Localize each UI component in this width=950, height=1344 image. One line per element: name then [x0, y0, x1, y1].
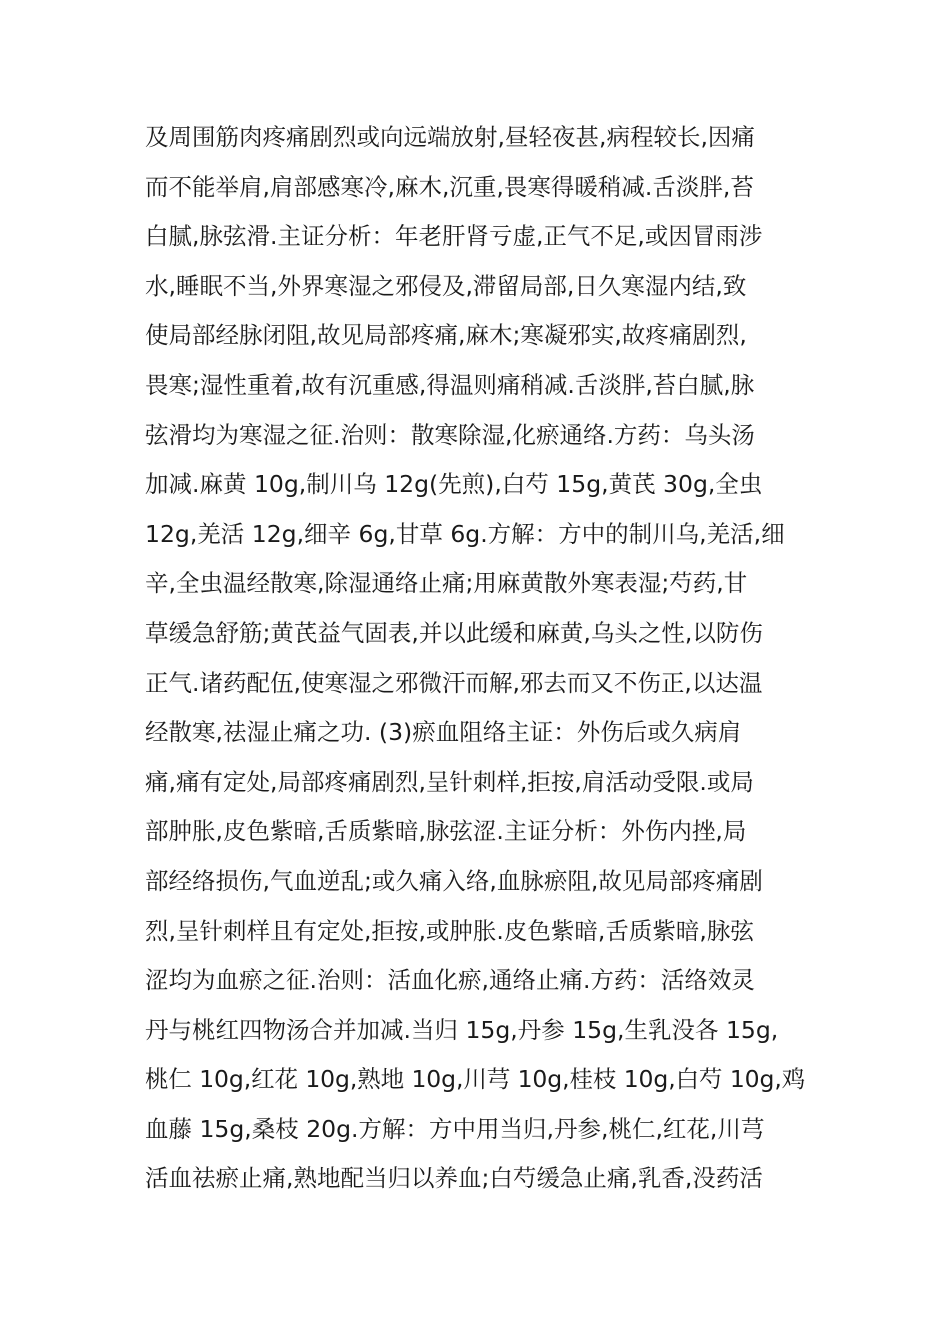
text-line-14: 痛,痛有定处,局部疼痛剧烈,呈针刺样,拒按,肩活动受限.或局	[145, 767, 754, 796]
text-line-21: 血藤 15g,桑枝 20g.方解：方中用当归,丹参,桃仁,红花,川芎	[145, 1114, 765, 1143]
text-line-8: 加减.麻黄 10g,制川乌 12g(先煎),白芍 15g,黄芪 30g,全虫	[145, 470, 763, 499]
document-body	[145, 113, 805, 1204]
text-line-3: 白腻,脉弦滑.主证分析：年老肝肾亏虚,正气不足,或因冒雨涉	[145, 222, 763, 251]
text-line-11: 草缓急舒筋;黄芪益气固表,并以此缓和麻黄,乌头之性,以防伤	[145, 618, 763, 647]
text-line-1: 及周围筋肉疼痛剧烈或向远端放射,昼轻夜甚,病程较长,因痛	[145, 123, 755, 151]
text-line-10: 辛,全虫温经散寒,除湿通络止痛;用麻黄散外寒表湿;芍药,甘	[145, 569, 748, 598]
text-line-2: 而不能举肩,肩部感寒冷,麻木,沉重,畏寒得暖稍减.舌淡胖,苔	[145, 172, 754, 201]
text-line-17: 烈,呈针刺样且有定处,拒按,或肿胀.皮色紫暗,舌质紫暗,脉弦	[145, 916, 754, 945]
text-line-19: 丹与桃红四物汤合并加减.当归 15g,丹参 15g,生乳没各 15g,	[145, 1015, 779, 1044]
text-line-20: 桃仁 10g,红花 10g,熟地 10g,川芎 10g,桂枝 10g,白芍 10g,鸡	[145, 1065, 806, 1094]
text-line-6: 畏寒;湿性重着,故有沉重感,得温则痛稍减.舌淡胖,苔白腻,脉	[145, 370, 755, 399]
text-line-16: 部经络损伤,气血逆乱;或久痛入络,血脉瘀阻,故见局部疼痛剧	[145, 866, 763, 895]
text-line-5: 使局部经脉闭阻,故见局部疼痛,麻木;寒凝邪实,故疼痛剧烈,	[145, 321, 747, 350]
text-line-18: 涩均为血瘀之征.治则：活血化瘀,通络止痛.方药：活络效灵	[145, 966, 755, 995]
text-line-7: 弦滑均为寒湿之征.治则：散寒除湿,化瘀通络.方药：乌头汤	[145, 420, 755, 449]
text-line-4: 水,睡眠不当,外界寒湿之邪侵及,滞留局部,日久寒湿内结,致	[145, 271, 747, 300]
text-line-9: 12g,羌活 12g,细辛 6g,甘草 6g.方解：方中的制川乌,羌活,细	[145, 519, 785, 548]
text-line-22: 活血祛瘀止痛,熟地配当归以养血;白芍缓急止痛,乳香,没药活	[145, 1164, 763, 1193]
text-line-15: 部肿胀,皮色紫暗,舌质紫暗,脉弦涩.主证分析：外伤内挫,局	[145, 817, 747, 846]
text-line-13: 经散寒,祛湿止痛之功. (3)瘀血阻络主证：外伤后或久病肩	[145, 718, 742, 747]
text-line-12: 正气.诸药配伍,使寒湿之邪微汗而解,邪去而又不伤正,以达温	[145, 668, 763, 697]
